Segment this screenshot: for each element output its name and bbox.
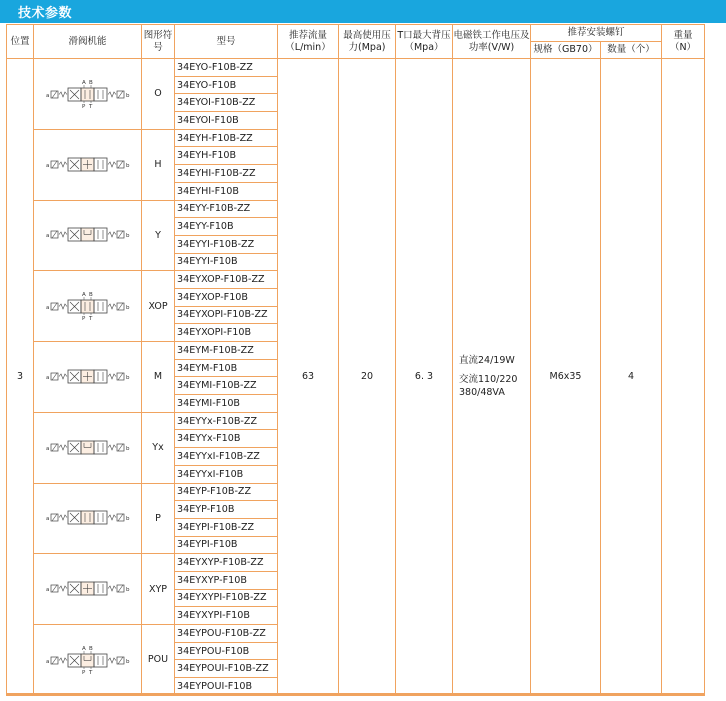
model-cell: 34EYXYP-F10B-ZZ	[175, 554, 278, 572]
model-cell: 34EYYxI-F10B	[175, 465, 278, 483]
model-cell: 34EYO-F10B-ZZ	[175, 59, 278, 77]
solenoid-b-label: b	[125, 445, 129, 452]
position-cell: 3	[7, 59, 34, 696]
port-t-label: T	[88, 316, 92, 323]
solenoid-b-label: b	[125, 92, 129, 99]
port-a-label: A	[81, 645, 86, 652]
valve-symbol-icon	[45, 154, 131, 176]
header-t-pressure: T口最大背压（Mpa）	[396, 25, 453, 59]
solenoid-a-label: a	[45, 162, 49, 169]
spool-symbol-cell	[34, 59, 142, 130]
valve-symbol-icon	[45, 643, 131, 677]
model-cell: 34EYPI-F10B-ZZ	[175, 518, 278, 536]
valve-symbol-icon	[45, 366, 131, 388]
symbol-code-cell: M	[142, 342, 175, 413]
model-cell: 34EYOI-F10B-ZZ	[175, 94, 278, 112]
model-cell: 34EYO-F10B	[175, 76, 278, 94]
solenoid-b-label: b	[125, 516, 129, 523]
model-cell: 34EYHI-F10B-ZZ	[175, 165, 278, 183]
symbol-code-cell: Yx	[142, 412, 175, 483]
header-position: 位置	[7, 25, 34, 59]
spool-symbol-cell	[34, 625, 142, 696]
solenoid-b-label: b	[125, 374, 129, 381]
port-p-label: P	[81, 103, 85, 110]
solenoid-b-label: b	[125, 162, 129, 169]
header-flow-label: 推荐流量	[288, 29, 327, 41]
model-cell: 34EYPOUI-F10B	[175, 678, 278, 696]
model-cell: 34EYMI-F10B	[175, 395, 278, 413]
model-cell: 34EYH-F10B-ZZ	[175, 129, 278, 147]
model-cell: 34EYXOP-F10B	[175, 288, 278, 306]
section-header-bar	[0, 0, 726, 23]
model-cell: 34EYP-F10B	[175, 501, 278, 519]
model-cell: 34EYY-F10B	[175, 218, 278, 236]
model-cell: 34EYY-F10B-ZZ	[175, 200, 278, 218]
model-cell: 34EYYI-F10B-ZZ	[175, 235, 278, 253]
spool-symbol-cell	[34, 200, 142, 271]
max-pressure-cell: 20	[339, 59, 396, 696]
weight-cell	[662, 59, 705, 696]
model-cell: 34EYPI-F10B	[175, 536, 278, 554]
port-p-label: P	[81, 316, 85, 323]
solenoid-b-label: b	[125, 587, 129, 594]
model-cell: 34EYYxI-F10B-ZZ	[175, 448, 278, 466]
model-cell: 34EYPOUI-F10B-ZZ	[175, 660, 278, 678]
solenoid-b-label: b	[125, 305, 129, 312]
header-bolts: 推荐安装螺钉	[531, 25, 662, 42]
spool-symbol-cell	[34, 271, 142, 342]
table-row	[7, 59, 705, 77]
spool-symbol-cell	[34, 483, 142, 554]
model-cell: 34EYPOU-F10B	[175, 642, 278, 660]
section-title: 技术参数	[18, 6, 73, 21]
header-weight	[662, 25, 705, 59]
model-cell: 34EYXOPI-F10B-ZZ	[175, 306, 278, 324]
header-max-pressure: 最高使用压力(Mpa)	[339, 25, 396, 59]
valve-symbol-icon	[45, 224, 131, 246]
solenoid-a-label: a	[45, 516, 49, 523]
flow-cell: 63	[278, 59, 339, 696]
solenoid-a-label: a	[45, 658, 49, 665]
model-cell: 34EYHI-F10B	[175, 182, 278, 200]
model-cell: 34EYYx-F10B	[175, 430, 278, 448]
port-b-label: B	[88, 292, 93, 299]
t-pressure-cell: 6. 3	[396, 59, 453, 696]
port-t-label: T	[88, 669, 92, 676]
spec-table	[6, 24, 705, 696]
model-cell: 34EYPOU-F10B-ZZ	[175, 625, 278, 643]
port-t-label: T	[88, 103, 92, 110]
model-cell: 34EYH-F10B	[175, 147, 278, 165]
header-spool-function: 滑阀机能	[34, 25, 142, 59]
symbol-code-cell: H	[142, 129, 175, 200]
model-cell: 34EYXOP-F10B-ZZ	[175, 271, 278, 289]
bolt-qty-cell: 4	[601, 59, 662, 696]
model-cell: 34EYXYP-F10B	[175, 571, 278, 589]
spool-symbol-cell	[34, 342, 142, 413]
model-cell: 34EYYI-F10B	[175, 253, 278, 271]
port-b-label: B	[88, 645, 93, 652]
model-cell: 34EYM-F10B-ZZ	[175, 342, 278, 360]
coil-dc-text: 直流24/19W	[459, 355, 515, 367]
valve-symbol-icon	[45, 437, 131, 459]
spool-symbol-cell	[34, 412, 142, 483]
valve-symbol-icon	[45, 77, 131, 111]
symbol-code-cell: Y	[142, 200, 175, 271]
header-bolt-spec: 规格（GB70）	[531, 42, 601, 59]
model-cell: 34EYMI-F10B-ZZ	[175, 377, 278, 395]
model-cell: 34EYP-F10B-ZZ	[175, 483, 278, 501]
valve-symbol-icon	[45, 578, 131, 600]
solenoid-a-label: a	[45, 445, 49, 452]
table-body	[7, 59, 705, 696]
symbol-code-cell: P	[142, 483, 175, 554]
solenoid-a-label: a	[45, 92, 49, 99]
valve-symbol-icon	[45, 507, 131, 529]
model-cell: 34EYXYPI-F10B	[175, 607, 278, 625]
symbol-code-cell: XYP	[142, 554, 175, 625]
port-b-label: B	[88, 79, 93, 86]
table-header	[7, 25, 705, 59]
symbol-code-cell: POU	[142, 625, 175, 696]
coil-ac-text: 交流110/220 380/48VA	[459, 374, 518, 399]
solenoid-b-label: b	[125, 233, 129, 240]
solenoid-a-label: a	[45, 587, 49, 594]
solenoid-a-label: a	[45, 374, 49, 381]
header-model: 型号	[175, 25, 278, 59]
header-symbol-code: 图形符号	[142, 25, 175, 59]
solenoid-a-label: a	[45, 233, 49, 240]
spool-symbol-cell	[34, 554, 142, 625]
header-bolt-qty: 数量（个）	[601, 42, 662, 59]
coil-cell	[453, 59, 531, 696]
port-a-label: A	[81, 292, 86, 299]
port-p-label: P	[81, 669, 85, 676]
symbol-code-cell: O	[142, 59, 175, 130]
port-a-label: A	[81, 79, 86, 86]
model-cell: 34EYM-F10B	[175, 359, 278, 377]
header-flow	[278, 25, 339, 59]
model-cell: 34EYOI-F10B	[175, 112, 278, 130]
solenoid-a-label: a	[45, 305, 49, 312]
header-flow-unit: （L/min）	[285, 41, 331, 53]
spool-symbol-cell	[34, 129, 142, 200]
bottom-divider	[6, 693, 704, 695]
model-cell: 34EYXYPI-F10B-ZZ	[175, 589, 278, 607]
model-cell: 34EYYx-F10B-ZZ	[175, 412, 278, 430]
model-cell: 34EYXOPI-F10B	[175, 324, 278, 342]
symbol-code-cell: XOP	[142, 271, 175, 342]
header-weight-unit: （N）	[669, 41, 697, 53]
header-coil: 电磁铁工作电压及功率(V/W)	[453, 25, 531, 59]
solenoid-b-label: b	[125, 658, 129, 665]
valve-symbol-icon	[45, 289, 131, 323]
bolt-spec-cell: M6x35	[531, 59, 601, 696]
header-weight-label: 重量	[673, 29, 693, 41]
